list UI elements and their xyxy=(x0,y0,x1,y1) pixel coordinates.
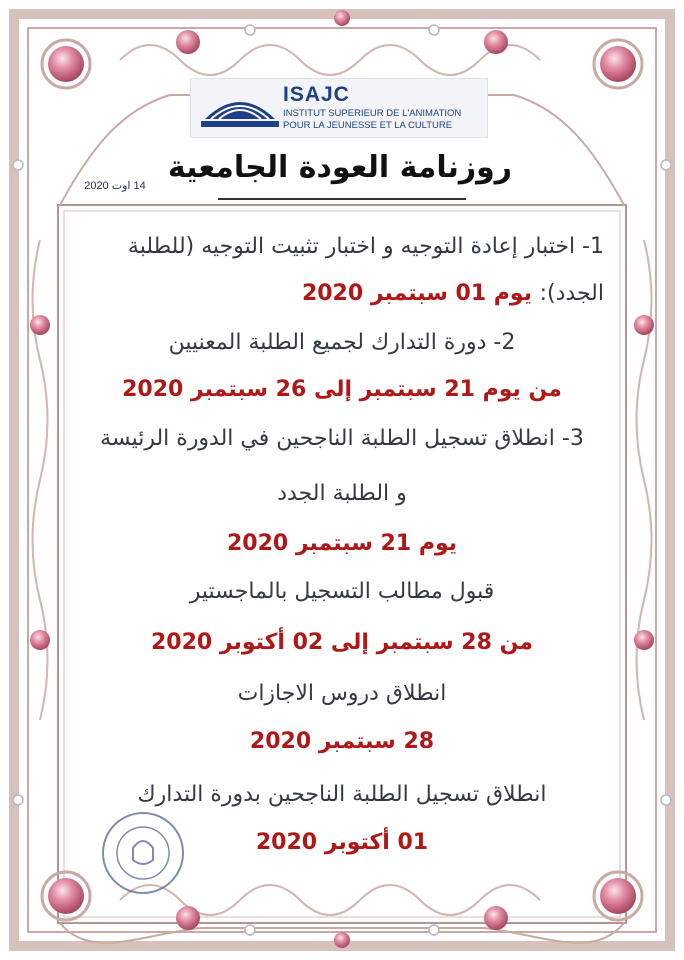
logo-line-2: POUR LA JEUNESSE ET LA CULTURE xyxy=(283,120,453,131)
item-2-line-1 xyxy=(80,330,604,355)
item-text: انطلاق تسجيل الطلبة الناجحين بدورة التدارك xyxy=(137,782,547,807)
item-3-line-1 xyxy=(80,426,604,451)
official-stamp-icon xyxy=(98,808,188,898)
dome-logo-icon xyxy=(199,85,281,131)
item-5-date: 28 سبتمبر 2020 xyxy=(249,729,435,754)
date-note: 14 اوت 2020 xyxy=(84,180,146,192)
item-6-line-1 xyxy=(80,782,604,807)
item-4-date: من 28 سبتمبر إلى 02 أكتوبر 2020 xyxy=(151,630,533,655)
item-3-line-2 xyxy=(80,481,604,506)
item-text: 2- دورة التدارك لجميع الطلبة المعنيين xyxy=(168,330,516,355)
gem-bottom-right xyxy=(594,872,642,920)
item-2-date: من يوم 21 سبتمبر إلى 26 سبتمبر 2020 xyxy=(122,377,562,402)
item-text: قبول مطالب التسجيل بالماجستير xyxy=(189,579,495,604)
item-text: 1- اختبار إعادة التوجيه و اختبار تثبيت التوجيه (للطلبة xyxy=(127,234,604,259)
item-1-line-2 xyxy=(80,281,604,306)
item-3-date: يوم 21 سبتمبر 2020 xyxy=(226,531,458,556)
title-underline xyxy=(218,198,466,200)
item-text: الجدد): xyxy=(539,281,604,306)
item-text: انطلاق دروس الاجازات xyxy=(237,681,447,706)
gem-top-right xyxy=(594,40,642,88)
item-4-line-1 xyxy=(80,579,604,604)
page-title: روزنامة العودة الجامعية xyxy=(167,150,513,185)
gem-bottom-left xyxy=(42,872,90,920)
institute-logo xyxy=(190,78,488,138)
item-date: يوم 01 سبتمبر 2020 xyxy=(301,281,540,306)
item-5-line-1 xyxy=(80,681,604,706)
logo-line-1: INSTITUT SUPERIEUR DE L'ANIMATION xyxy=(283,108,462,119)
gem-top-left xyxy=(42,40,90,88)
logo-name: ISAJC xyxy=(283,83,350,106)
item-1-line-1 xyxy=(80,234,604,259)
item-6-date: 01 أكتوبر 2020 xyxy=(255,830,429,855)
item-text: و الطلبة الجدد xyxy=(277,481,407,506)
item-text: 3- انطلاق تسجيل الطلبة الناجحين في الدورة الرئيسة xyxy=(100,426,584,451)
